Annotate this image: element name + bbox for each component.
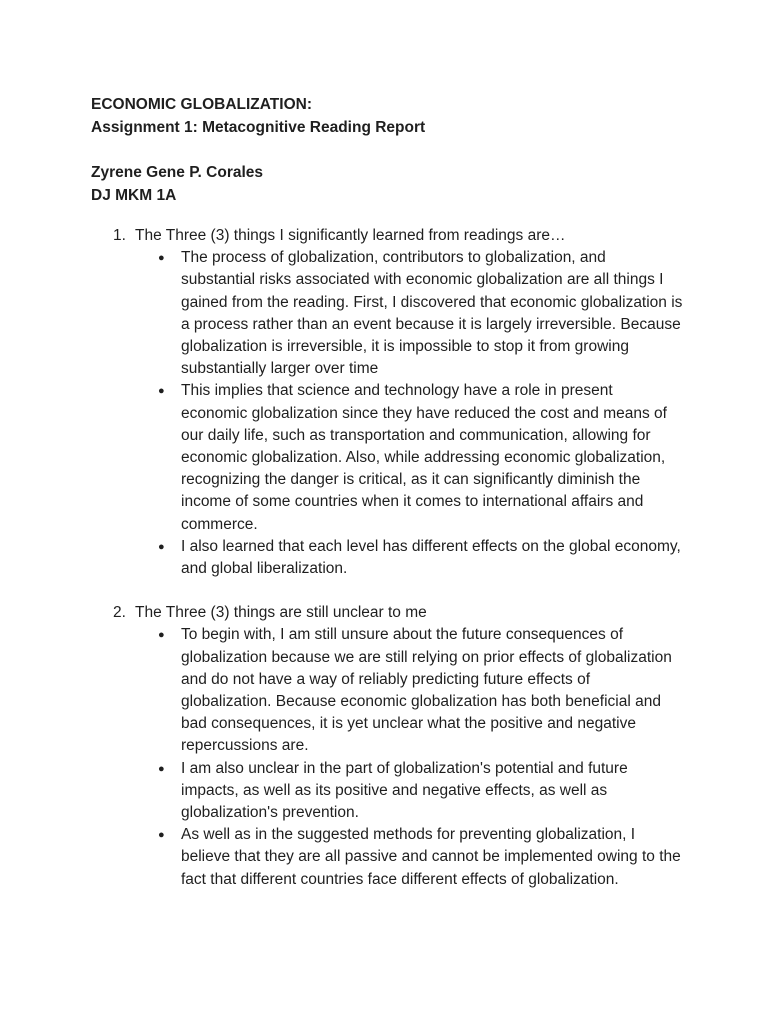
bullet-text: I also learned that each level has different effects on the global economy, and global liberalization. xyxy=(181,537,681,578)
bullet-icon: ● xyxy=(158,829,165,842)
section-heading xyxy=(113,602,683,624)
section-heading-text: The Three (3) things are still unclear to me xyxy=(135,604,427,622)
bullet-text: This implies that science and technology have a role in present economic globalization since they have reduced the cost and means of our daily life, such as transportation and communication, allowing for economic globalization. Also, while addressing economic globalization, recognizing the danger is critical, as it can significantly diminish the income of some countries when it comes to international affairs and commerce. xyxy=(181,382,667,533)
section-unclear xyxy=(113,602,683,891)
list-item xyxy=(158,824,683,891)
bullet-text: To begin with, I am still unsure about the future consequences of globalization because we are still relying on prior effects of globalization and do not have a way of reliably predicting future effects of globalization. Because economic globalization has both beneficial and bad consequences, it is yet unclear what the positive and negative repercussions are. xyxy=(181,626,672,755)
bullet-text: The process of globalization, contributors to globalization, and substantial risks associated with economic globalization are all things I gained from the reading. First, I discovered that economic globalization is a process rather than an event because it is largely irreversible. Because globalization is irreversible, it is impossible to stop it from growing substantially larger over time xyxy=(181,249,683,378)
bullet-icon: ● xyxy=(158,252,165,265)
list-item xyxy=(158,247,683,380)
section-learned xyxy=(113,225,683,580)
document-title: ECONOMIC GLOBALIZATION: xyxy=(91,96,312,113)
bullet-icon: ● xyxy=(158,762,165,775)
author-name: Zyrene Gene P. Corales xyxy=(91,164,264,181)
list-item xyxy=(158,758,683,825)
bullet-list xyxy=(113,247,683,580)
bullet-icon: ● xyxy=(158,385,165,398)
document-header xyxy=(91,94,691,207)
section-heading-text: The Three (3) things I significantly learned from readings are… xyxy=(135,227,566,244)
section-number: 2. xyxy=(113,604,126,622)
list-item xyxy=(158,380,683,535)
list-item xyxy=(158,624,683,757)
assignment-title: Assignment 1: Metacognitive Reading Report xyxy=(91,118,426,136)
list-item xyxy=(158,536,683,580)
section-heading xyxy=(113,225,683,247)
bullet-icon: ● xyxy=(158,629,165,642)
section-number: 1. xyxy=(113,227,126,244)
report-sections xyxy=(113,225,683,891)
bullet-icon: ● xyxy=(158,540,165,553)
bullet-text: As well as in the suggested methods for preventing globalization, I believe that they are all passive and cannot be implemented owing to the fact that different countries face different effects of globalization. xyxy=(181,826,681,888)
class-section: DJ MKM 1A xyxy=(91,186,177,204)
bullet-list xyxy=(113,624,683,890)
bullet-text: I am also unclear in the part of globalization's potential and future impacts, as well as its positive and negative effects, as well as globalization's prevention. xyxy=(181,759,628,822)
